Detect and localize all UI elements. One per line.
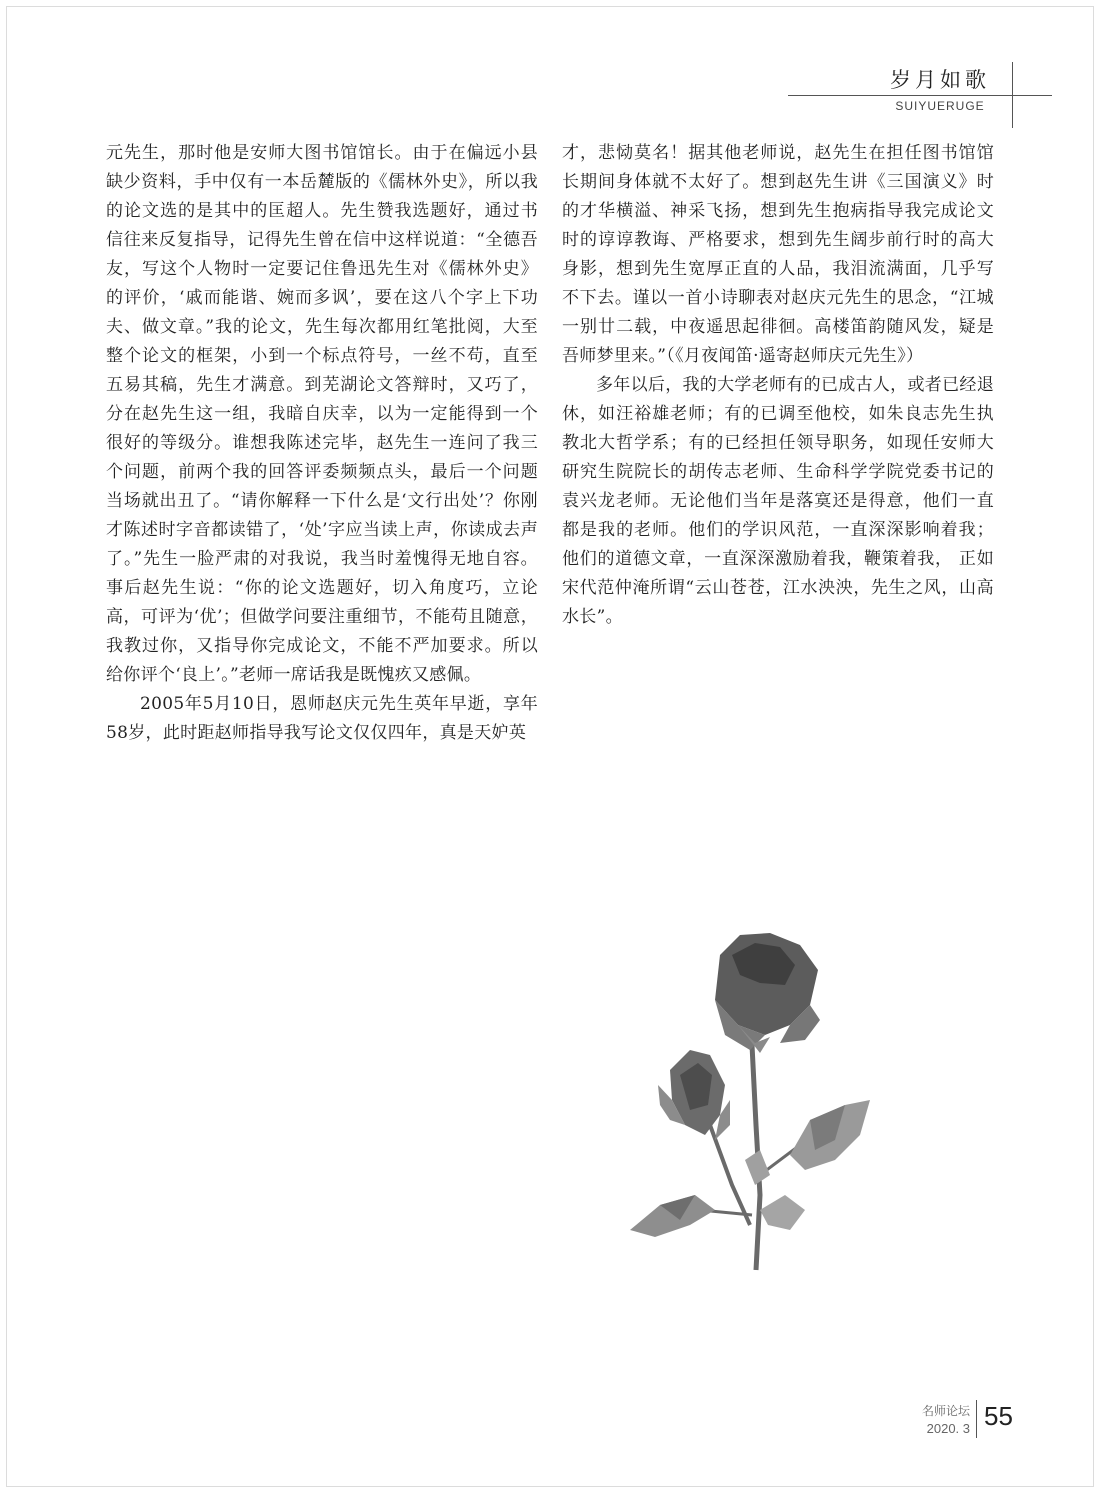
magazine-name: 名师论坛 bbox=[921, 1404, 970, 1418]
paragraph: 2005年5月10日，恩师赵庆元先生英年早逝，享年58岁，此时距赵师指导我写论文仅仅四年，真是天妒英 bbox=[106, 694, 538, 743]
rose-illustration bbox=[620, 925, 880, 1275]
article-right-column bbox=[562, 139, 994, 632]
article-left-column bbox=[106, 139, 538, 748]
paragraph: 多年以后，我的大学老师有的已成古人，或者已经退休，如汪裕雄老师；有的已调至他校，如朱良志先生执教北大哲学系；有的已经担任领导职务，如现任安师大研究生院院长的胡传志老师、生命科学学院党委书记的袁兴龙老师。无论他们当年是落寞还是得意，他们一直都是我的老师。他们的学识风范，一直深深影响着我；他们的道德文章，一直深深激励着我，鞭策着我， 正如宋代范仲淹所谓“云山苍苍，江水泱泱，先生之风，山高水长”。 bbox=[562, 375, 994, 627]
paragraph: 元先生，那时他是安师大图书馆馆长。由于在偏远小县缺少资料，手中仅有一本岳麓版的《儒林外史》，所以我的论文选的是其中的匡超人。先生赞我选题好，通过书信往来反复指导，记得先生曾在信中这样说道：“全德吾友，写这个人物时一定要记住鲁迅先生对《儒林外史》的评价，‘戚而能谐、婉而多讽’，要在这八个字上下功夫、做文章。”我的论文，先生每次都用红笔批阅，大至整个论文的框架，小到一个标点符号，一丝不苟，直至五易其稿，先生才满意。到芜湖论文答辩时，又巧了，分在赵先生这一组，我暗自庆幸，以为一定能得到一个很好的等级分。谁想我陈述完毕，赵先生一连问了我三个问题，前两个我的回答评委频频点头，最后一个问题当场就出丑了。“请你解释一下什么是‘文行出处’？你刚才陈述时字音都读错了，‘处’字应当读上声，你读成去声了。”先生一脸严肃的对我说，我当时羞愧得无地自容。事后赵先生说：“你的论文选题好，切入角度巧，立论高，可评为‘优’；但做学问要注重细节，不能苟且随意，我教过你，又指导你完成论文，不能不严加要求。所以给你评个‘良上’。”老师一席话我是既愧疚又感佩。 bbox=[106, 143, 538, 685]
issue-number: 2020. 3 bbox=[926, 1421, 970, 1436]
footer-divider bbox=[976, 1400, 977, 1438]
section-subtitle: SUIYUERUGE bbox=[895, 99, 985, 113]
header-vertical-rule bbox=[1012, 62, 1013, 128]
section-title: 岁月如歌 bbox=[890, 68, 990, 92]
page-number: 55 bbox=[984, 1401, 1013, 1431]
paragraph: 才，悲恸莫名！据其他老师说，赵先生在担任图书馆馆长期间身体就不太好了。想到赵先生讲《三国演义》时的才华横溢、神采飞扬，想到先生抱病指导我完成论文时的谆谆教诲、严格要求，想到先生阔步前行时的高大身影，想到先生宽厚正直的人品，我泪流满面，几乎写不下去。谨以一首小诗聊表对赵庆元先生的思念，“江城一别廿二载，中夜遥思起徘徊。高楼笛韵随风发，疑是吾师梦里来。”（《月夜闻笛·遥寄赵师庆元先生》） bbox=[562, 143, 994, 366]
